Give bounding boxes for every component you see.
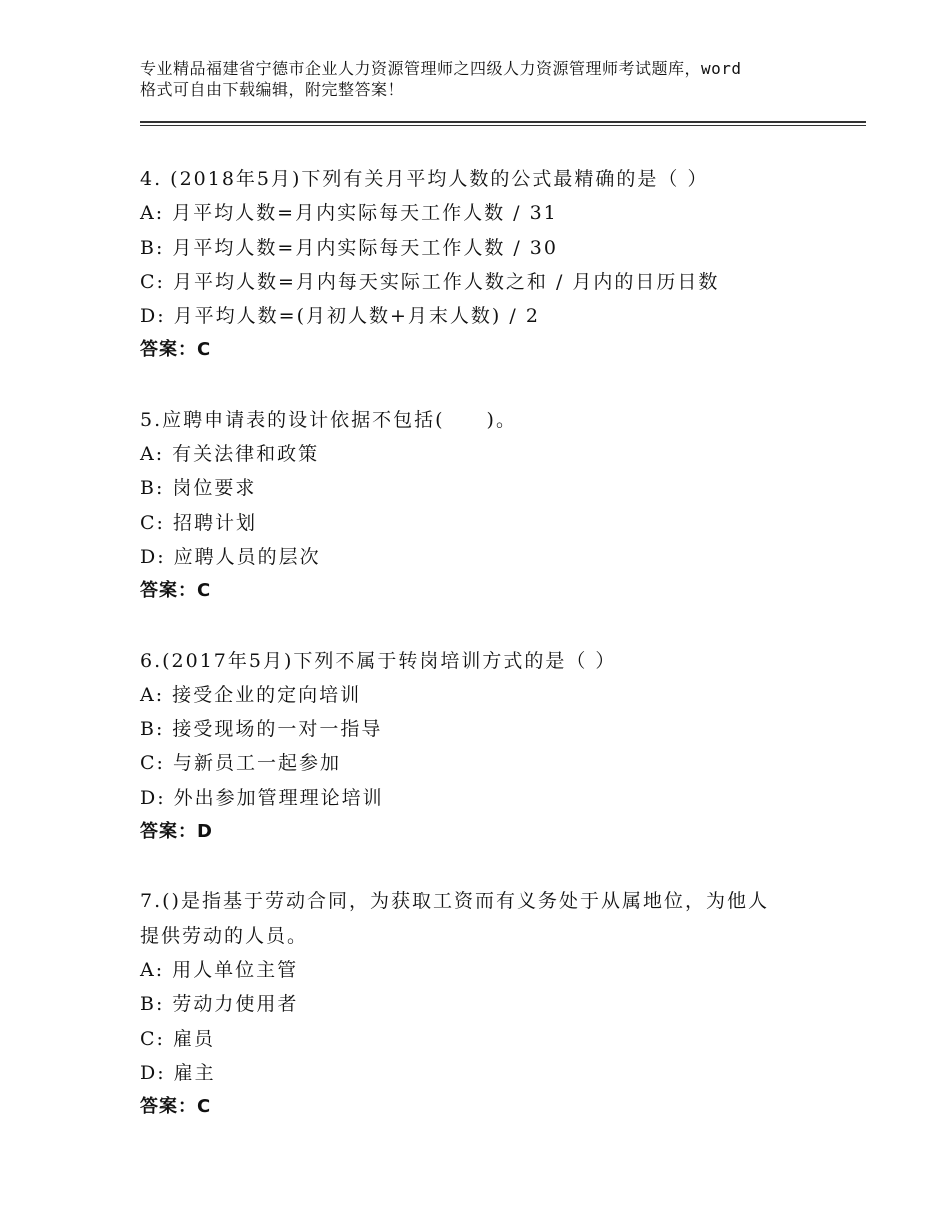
question-stem: 5.应聘申请表的设计依据不包括( )。 (140, 408, 517, 431)
header-divider-thick (140, 121, 866, 123)
question-stem: 4. (2018年5月)下列有关月平均人数的公式最精确的是（ ） (140, 168, 709, 190)
option-d: D: 月平均人数=(月初人数+月末人数) / 2 (140, 305, 540, 328)
answer: 答案：D (140, 821, 213, 843)
option-d: D: 雇主 (140, 1061, 216, 1084)
option-b: B: 岗位要求 (140, 477, 257, 500)
question-stem: 7.()是指基于劳动合同，为获取工资而有义务处于从属地位，为他人 (140, 890, 769, 913)
header-divider-thin (140, 125, 866, 126)
option-a: A: 用人单位主管 (140, 958, 299, 981)
question-stem-continued: 提供劳动的人员。 (140, 924, 309, 947)
option-d: D: 应聘人员的层次 (140, 545, 321, 568)
answer: 答案：C (140, 339, 212, 361)
question-5 (140, 403, 840, 609)
answer: 答案：C (140, 1096, 212, 1118)
question-list (140, 162, 840, 1159)
question-6 (140, 644, 840, 850)
option-d: D: 外出参加管理理论培训 (140, 786, 384, 809)
option-c: C: 月平均人数=月内每天实际工作人数之和 / 月内的日历日数 (140, 270, 720, 293)
document-header (140, 58, 840, 100)
answer: 答案：C (140, 580, 212, 602)
option-b: B: 月平均人数=月内实际每天工作人数 / 30 (140, 236, 558, 259)
option-a: A: 接受企业的定向培训 (140, 683, 362, 706)
option-c: C: 与新员工一起参加 (140, 752, 341, 775)
header-title-line-2: 格式可自由下载编辑，附完整答案！ (140, 80, 405, 99)
option-a: A: 月平均人数=月内实际每天工作人数 / 31 (140, 202, 558, 225)
option-a: A: 有关法律和政策 (140, 443, 320, 466)
question-4 (140, 162, 840, 368)
option-c: C: 雇员 (140, 1027, 215, 1050)
option-c: C: 招聘计划 (140, 511, 257, 534)
question-stem: 6.(2017年5月)下列不属于转岗培训方式的是（ ） (140, 649, 617, 672)
question-7 (140, 884, 840, 1124)
header-title-line-1: 专业精品福建省宁德市企业人力资源管理师之四级人力资源管理师考试题库，word (140, 59, 742, 78)
option-b: B: 接受现场的一对一指导 (140, 718, 383, 741)
option-b: B: 劳动力使用者 (140, 993, 299, 1016)
